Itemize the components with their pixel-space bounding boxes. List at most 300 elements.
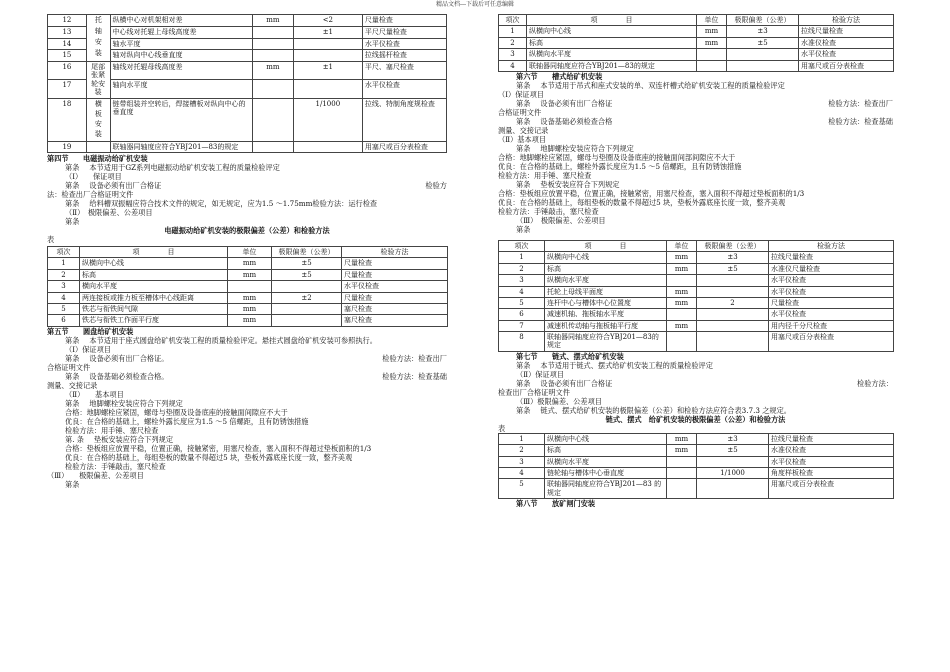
paragraph: 合格：地脚螺栓应紧固，螺母与垫圈及设备底座的接触面间隙应不大于 — [65, 407, 288, 417]
cell-item: 纵横向中心线 — [545, 252, 667, 263]
cell-item: 纵横向中心线 — [527, 26, 697, 37]
cell-item: 轴线对托辊母线高度差 — [110, 62, 252, 80]
cell-value: 2 — [697, 297, 769, 308]
table-header-row — [499, 240, 894, 251]
clause-label: 第条 — [516, 378, 531, 388]
paragraph — [498, 117, 893, 126]
paragraph — [47, 372, 447, 381]
paragraph: 检验方法：用手锤、塞尺检查 — [65, 425, 159, 435]
cell-unit — [228, 281, 272, 292]
cell-method: 拉线尺量检查 — [799, 26, 894, 37]
cell-item: 链带组装并空转后，焊接槽板对纵向中心的垂直度 — [110, 98, 252, 141]
clause-method: 检验方法： — [857, 378, 893, 388]
cell-unit — [697, 60, 727, 71]
clause-label: 第条 — [516, 179, 531, 189]
cell-value: ±1 — [293, 62, 362, 80]
cell-method: 水平仪检查 — [769, 286, 894, 297]
table-row — [499, 252, 894, 263]
header-cell: 单位 — [667, 240, 697, 251]
cell-item: 标高 — [527, 37, 697, 48]
paragraph — [498, 144, 893, 153]
cell-value: ±5 — [272, 269, 342, 280]
paragraph: （Ⅲ） 极限偏差、公差项目 — [47, 470, 144, 480]
cell-unit — [252, 50, 293, 62]
cell-unit: mm — [667, 252, 697, 263]
header-cell: 项 目 — [80, 246, 228, 257]
table-row — [48, 269, 448, 280]
cell-unit: mm — [667, 297, 697, 308]
cell-value — [697, 479, 769, 499]
cell-value — [272, 303, 342, 314]
section-7-title: 第七节 链式、摆式给矿机安装 — [516, 351, 624, 361]
header-cell: 极限偏差（公差） — [697, 240, 769, 251]
cell-unit — [667, 309, 697, 320]
table-row — [48, 141, 447, 152]
clause-label: 第条 — [65, 180, 80, 190]
cell-method: 水平仪检查 — [342, 281, 448, 292]
header-cell: 检验方法 — [342, 246, 448, 257]
header-cell: 项 目 — [527, 15, 697, 26]
clause-text: 地脚螺栓安装应符合下列规定 — [540, 143, 634, 153]
clause-text: 设备必须有出厂合格证 — [89, 180, 162, 190]
table-row — [499, 433, 894, 444]
cell-method: 用内径千分尺检查 — [769, 320, 894, 331]
paragraph: 测量、交接记录 — [47, 380, 98, 390]
clause-label: 第条 — [516, 143, 531, 153]
clause-label: 第条 — [516, 360, 531, 370]
cell-value: 1/1000 — [293, 98, 362, 141]
paragraph: 优良：在合格的基础上，螺栓外露长度应为1.5 ～5 倍螺距，且有防锈蚀措施 — [498, 161, 742, 171]
cell-no: 4 — [499, 468, 545, 479]
cell-no: 5 — [48, 303, 80, 314]
table-row — [48, 281, 448, 292]
cell-value: ±3 — [697, 252, 769, 263]
table-row — [48, 62, 447, 80]
cell-unit: mm — [667, 445, 697, 456]
table-row — [499, 320, 894, 331]
cell-item: 标高 — [80, 269, 228, 280]
paragraph: 检验方法：手锤敲击，塞尺检查 — [65, 461, 166, 471]
cell-no: 6 — [48, 315, 80, 326]
cell-value — [293, 38, 362, 50]
header-cell: 项次 — [48, 246, 80, 257]
clause-text: 设备基础必须检查合格。 — [89, 371, 169, 381]
header-cell: 极限偏差（公差） — [727, 15, 799, 26]
cell-item: 联轴器同轴度应符合YBJ201—83的规定 — [110, 141, 252, 152]
paragraph: （Ⅱ） 极限偏差、公差项目 — [65, 207, 153, 217]
paragraph: 优良：在合格的基础上，每组垫板的数量不得超过5 块，垫板外露底座长度一致，整齐美观 — [65, 452, 353, 462]
table-row — [499, 26, 894, 37]
clause-method: 检验方 — [425, 180, 447, 190]
cell-method: 尺量检查 — [362, 15, 446, 27]
clause-label: 第条 — [65, 398, 80, 408]
cell-unit — [667, 456, 697, 467]
table-electromagnetic-feeder — [47, 246, 448, 327]
cell-method: 拉线尺量检查 — [769, 252, 894, 263]
section-4-title: 第四节 电磁振动给矿机安装 — [47, 153, 148, 163]
cell-part: 横板安装 — [86, 98, 110, 141]
clause-text: 本节适用于链式、摆式给矿机安装工程的质量检验评定 — [540, 360, 713, 370]
paragraph — [47, 336, 447, 345]
table-row — [499, 286, 894, 297]
table-row — [499, 60, 894, 71]
paragraph — [47, 354, 447, 363]
paragraph: （Ⅱ）保证项目 — [516, 369, 565, 379]
section-5-title: 第五节 圆盘给矿机安装 — [47, 326, 134, 336]
cell-unit — [667, 479, 697, 499]
table-trough-feeder — [498, 240, 894, 352]
cell-value — [697, 456, 769, 467]
cell-value: ±1 — [293, 26, 362, 38]
cell-method: 平尺尺量检查 — [362, 26, 446, 38]
section-8-title: 第八节 放矿闸门安装 — [516, 499, 596, 509]
cell-unit: mm — [228, 269, 272, 280]
cell-unit: mm — [697, 37, 727, 48]
cell-item: 纵横向水平度 — [545, 275, 667, 286]
paragraph — [498, 180, 893, 189]
cell-method: 尺量检查 — [342, 292, 448, 303]
clause-text: 垫板安装应符合下列规定 — [93, 434, 174, 444]
cell-value — [697, 332, 769, 352]
cell-method: 水平仪检查 — [362, 38, 446, 50]
cell-value — [293, 80, 362, 98]
cell-no: 13 — [48, 26, 87, 38]
cell-unit: mm — [228, 292, 272, 303]
paragraph: 合格：地脚螺栓应紧固，螺母与垫圈及设备底座的接触面间部间隙应不大于 — [498, 152, 736, 162]
paragraph: 合格证明文件 — [47, 362, 91, 372]
header-cell: 项 目 — [545, 240, 667, 251]
cell-value — [697, 275, 769, 286]
table-title: 电磁振动给矿机安装的极限偏差（公差）和检验方法 — [164, 225, 330, 235]
paragraph: 第条 — [516, 224, 531, 234]
right-column — [498, 14, 893, 508]
cell-value — [727, 60, 799, 71]
clause-text: 本节适用于座式圆盘给矿机安装工程的质量检验评定。悬挂式圆盘给矿机安装可参照执行。 — [89, 335, 377, 345]
cell-unit — [667, 332, 697, 352]
cell-value: ±3 — [697, 433, 769, 444]
cell-value: ±2 — [272, 292, 342, 303]
cell-method: 塞尺检查 — [342, 303, 448, 314]
clause-label: 第条 — [65, 162, 80, 172]
cell-value: <2 — [293, 15, 362, 27]
cell-item: 两连接板或推力板至槽体中心线距离 — [80, 292, 228, 303]
cell-value: ±5 — [697, 445, 769, 456]
paragraph: （Ⅲ） 极限偏差、公差项目 — [516, 215, 606, 225]
cell-unit: mm — [667, 433, 697, 444]
paragraph — [498, 379, 893, 388]
cell-no: 15 — [48, 50, 87, 62]
cell-unit — [252, 141, 293, 152]
cell-no: 2 — [48, 269, 80, 280]
cell-value — [697, 320, 769, 331]
cell-method: 尺量检查 — [769, 297, 894, 308]
cell-method: 水平仪检查 — [362, 80, 446, 98]
paragraph: 合格：垫板组应放置平稳，位置正确，接触紧密，用塞尺检查，塞入面积不得超过垫板面积的1/3 — [498, 188, 805, 198]
cell-item: 纵横向中心线 — [80, 258, 228, 269]
cell-item: 连杆中心与槽体中心位置度 — [545, 297, 667, 308]
clause-label: 第条 — [65, 371, 80, 381]
clause-label: 第条 — [516, 80, 531, 90]
paragraph: 第条 — [65, 479, 80, 489]
header-cell: 极限偏差（公差） — [272, 246, 342, 257]
table-row — [499, 37, 894, 48]
cell-item: 联轴器同轴度应符合YBJ201—83的规定 — [527, 60, 697, 71]
cell-no: 14 — [48, 38, 87, 50]
clause-text: 垫板安装应符合下列规定 — [540, 179, 620, 189]
clause-text: 设备必须有出厂合格证 — [540, 98, 613, 108]
table-row — [499, 468, 894, 479]
header-cell: 检验方法 — [799, 15, 894, 26]
cell-method: 平尺、塞尺检查 — [362, 62, 446, 80]
clause-label: 第条 — [65, 198, 80, 208]
cell-method: 水平仪检查 — [769, 456, 894, 467]
cell-part — [86, 141, 110, 152]
paragraph: 第条 — [65, 216, 80, 226]
clause-method: 检验方法：检查出厂 — [382, 353, 447, 363]
paragraph: （Ⅱ）基本项目 — [498, 134, 547, 144]
paragraph — [47, 181, 447, 190]
clause-method: 检验方法：检查基础 — [382, 371, 447, 381]
paragraph: （Ⅰ）保证项目 — [498, 89, 544, 99]
cell-value: ±5 — [697, 263, 769, 274]
paragraph: 合格证明文件 — [498, 107, 542, 117]
table-row — [499, 263, 894, 274]
cell-item: 中心线对托辊上母线高度差 — [110, 26, 252, 38]
header-cell: 单位 — [228, 246, 272, 257]
table-row — [499, 275, 894, 286]
cell-item: 纵横中心对机架相对差 — [110, 15, 252, 27]
cell-item: 轴对纵向中心线垂直度 — [110, 50, 252, 62]
clause-text: 设备必须有出厂合格证。 — [89, 353, 169, 363]
cell-value: ±5 — [727, 37, 799, 48]
table-feeder-a — [498, 14, 894, 72]
cell-value — [697, 309, 769, 320]
section-6-title: 第六节 槽式给矿机安装 — [516, 71, 603, 81]
header-cell: 项次 — [499, 240, 545, 251]
cell-item: 托轮上母线平面度 — [545, 286, 667, 297]
table-row — [499, 456, 894, 467]
page-header: 精品文档---下载后可任意编辑 — [435, 1, 515, 8]
cell-no: 4 — [499, 286, 545, 297]
cell-item: 横向水平度 — [80, 281, 228, 292]
cell-method: 水平仪检查 — [799, 49, 894, 60]
clause-label: 第条 — [516, 98, 531, 108]
clause-text: 设备基础必须检查合格 — [540, 116, 613, 126]
clause-label: 第条 — [65, 335, 80, 345]
cell-no: 1 — [499, 252, 545, 263]
cell-unit: mm — [667, 263, 697, 274]
cell-unit: mm — [697, 26, 727, 37]
cell-method: 拉线、特制角度规检查 — [362, 98, 446, 141]
cell-unit — [667, 275, 697, 286]
cell-value: 1/1000 — [697, 468, 769, 479]
cell-value — [272, 281, 342, 292]
clause-text: 链式、摆式给矿机安装的极限偏差（公差）和检验方法应符合表3.7.3 之规定。 — [540, 405, 791, 415]
cell-item: 链轮轴与槽体中心垂直度 — [545, 468, 667, 479]
cell-no: 5 — [499, 297, 545, 308]
clause-text: 给料槽双振幅应符合技术文件的规定，如无规定，应为1.5 ～1.75mm检验方法：运行检查 — [89, 198, 378, 208]
cell-no: 2 — [499, 263, 545, 274]
cell-method: 水平仪检查 — [769, 275, 894, 286]
cell-unit — [667, 468, 697, 479]
table-row — [499, 297, 894, 308]
cell-item: 轴向水平度 — [110, 80, 252, 98]
cell-value: ±3 — [727, 26, 799, 37]
cell-item: 铁芯与衔铁工作面平行度 — [80, 315, 228, 326]
cell-method: 水平仪检查 — [769, 309, 894, 320]
cell-item: 联轴器同轴度应符合YBJ201—83 的规定 — [545, 479, 667, 499]
cell-method: 拉线摇杆检查 — [362, 50, 446, 62]
clause-text: 地脚螺栓安装应符合下列规定 — [89, 398, 183, 408]
table-belt-conveyor-tolerances — [47, 14, 447, 153]
header-cell: 单位 — [697, 15, 727, 26]
table-row — [48, 98, 447, 141]
header-cell: 项次 — [499, 15, 527, 26]
cell-no: 3 — [499, 49, 527, 60]
paragraph: 检查出厂合格证明文件 — [498, 387, 570, 397]
table-title: 链式、摆式 给矿机安装的极限偏差（公差）和检验方法 — [605, 414, 786, 424]
table-chain-swing-feeder — [498, 433, 894, 499]
cell-item: 标高 — [545, 263, 667, 274]
cell-method: 用塞尺或百分表检查 — [799, 60, 894, 71]
cell-unit: mm — [228, 315, 272, 326]
cell-unit: mm — [667, 320, 697, 331]
cell-no: 3 — [48, 281, 80, 292]
cell-item: 铁芯与衔铁间气隙 — [80, 303, 228, 314]
cell-no: 6 — [499, 309, 545, 320]
cell-no: 3 — [499, 456, 545, 467]
cell-no: 8 — [499, 332, 545, 352]
cell-unit — [252, 26, 293, 38]
paragraph: 测量、交接记录 — [498, 125, 549, 135]
cell-value — [697, 286, 769, 297]
paragraph — [47, 399, 447, 408]
paragraph: 优良：在合格的基础上，每组垫板的数量不得超过5 块，垫板外露底座长度一致，整齐美观 — [498, 197, 786, 207]
paragraph: 优良：在合格的基础上，螺栓外露长度应为1.5 ～5 倍螺距，且有防锈蚀措施 — [65, 416, 309, 426]
cell-no: 1 — [499, 26, 527, 37]
table-row — [48, 15, 447, 27]
cell-method: 角度样板检查 — [769, 468, 894, 479]
cell-item: 纵横向中心线 — [545, 433, 667, 444]
cell-item: 减速机轴、拖板轴水平度 — [545, 309, 667, 320]
cell-unit: mm — [667, 286, 697, 297]
clause-label: 第条 — [516, 116, 531, 126]
paragraph: （Ⅰ）保证项目 — [65, 344, 111, 354]
table-row — [499, 332, 894, 352]
table-row — [499, 479, 894, 499]
cell-no: 2 — [499, 37, 527, 48]
cell-no: 18 — [48, 98, 87, 141]
cell-method: 用塞尺或百分表检查 — [362, 141, 446, 152]
cell-item: 减速机传动轴与拖板轴平行度 — [545, 320, 667, 331]
left-column — [47, 14, 447, 489]
table-label: 表 — [47, 234, 55, 244]
cell-no: 2 — [499, 445, 545, 456]
cell-method: 用塞尺或百分表检查 — [769, 332, 894, 352]
table-row — [499, 49, 894, 60]
cell-item: 标高 — [545, 445, 667, 456]
clause-method: 检验方法：检查出厂 — [828, 98, 893, 108]
cell-item: 轴水平度 — [110, 38, 252, 50]
cell-no: 7 — [499, 320, 545, 331]
table-row — [48, 315, 448, 326]
clause-label: 第条 — [516, 405, 531, 415]
cell-item: 纵横向水平度 — [545, 456, 667, 467]
clause-label: 第. 条 — [65, 434, 84, 444]
cell-part: 尾部张紧轮安装 — [86, 62, 110, 99]
cell-no: 1 — [499, 433, 545, 444]
paragraph: （Ⅱ） 基本项目 — [65, 389, 124, 399]
cell-method: 拉线尺量检查 — [769, 433, 894, 444]
header-cell: 检验方法 — [769, 240, 894, 251]
cell-method: 塞尺检查 — [342, 315, 448, 326]
table-row — [48, 258, 448, 269]
table-row — [499, 445, 894, 456]
paragraph: 法：检查出厂合格证明文件 — [47, 189, 134, 199]
table-header-row — [48, 246, 448, 257]
cell-method: 尺量检查 — [342, 269, 448, 280]
cell-unit — [697, 49, 727, 60]
cell-no: 17 — [48, 80, 87, 98]
paragraph — [498, 406, 893, 415]
cell-unit — [252, 98, 293, 141]
paragraph — [47, 163, 447, 172]
cell-unit: mm — [252, 62, 293, 80]
cell-no: 4 — [499, 60, 527, 71]
cell-item: 联轴器同轴度应符合YBJ201—83的规定 — [545, 332, 667, 352]
table-row — [48, 303, 448, 314]
paragraph: 合格：垫板组应放置平稳，位置正确，接触紧密，用塞尺检查，塞入面积不得超过垫板面积的1/3 — [65, 443, 372, 453]
cell-value — [727, 49, 799, 60]
cell-unit — [252, 38, 293, 50]
cell-item: 纵横向水平度 — [527, 49, 697, 60]
paragraph — [47, 199, 447, 208]
cell-method: 水准仪检查 — [769, 445, 894, 456]
clause-method: 检验方法：检查基础 — [828, 116, 893, 126]
cell-method: 用塞尺或百分表检查 — [769, 479, 894, 499]
cell-value — [293, 50, 362, 62]
paragraph — [498, 81, 893, 90]
clause-text: 设备必须有出厂合格证 — [540, 378, 613, 388]
table-label: 表 — [498, 423, 506, 433]
clause-text: 本节适用于吊式和座式安装的单、双连杆槽式给矿机安装工程的质量检验评定 — [540, 80, 785, 90]
cell-value: ±5 — [272, 258, 342, 269]
cell-method: 水准仪尺量检查 — [769, 263, 894, 274]
cell-no: 5 — [499, 479, 545, 499]
paragraph: 检验方法：手锤敲击，塞尺检查 — [498, 206, 599, 216]
cell-unit: mm — [228, 258, 272, 269]
cell-value — [272, 315, 342, 326]
paragraph: （Ⅲ）极限偏差、公差项目 — [516, 396, 602, 406]
cell-no: 3 — [499, 275, 545, 286]
cell-unit: mm — [228, 303, 272, 314]
paragraph: 检验方法：用手锤、塞尺检查 — [498, 170, 592, 180]
cell-no: 16 — [48, 62, 87, 80]
paragraph — [498, 361, 893, 370]
cell-value — [293, 141, 362, 152]
cell-no: 12 — [48, 15, 87, 27]
cell-no: 1 — [48, 258, 80, 269]
table-header-row — [499, 15, 894, 26]
table-row — [48, 292, 448, 303]
cell-unit — [252, 80, 293, 98]
table-row — [499, 309, 894, 320]
cell-part: 托轴安装 — [86, 15, 110, 62]
cell-method: 水准仪检查 — [799, 37, 894, 48]
cell-method: 尺量检查 — [342, 258, 448, 269]
cell-no: 4 — [48, 292, 80, 303]
clause-text: 本节适用于GZ系列电磁振动给矿机安装工程的质量检验评定 — [89, 162, 280, 172]
